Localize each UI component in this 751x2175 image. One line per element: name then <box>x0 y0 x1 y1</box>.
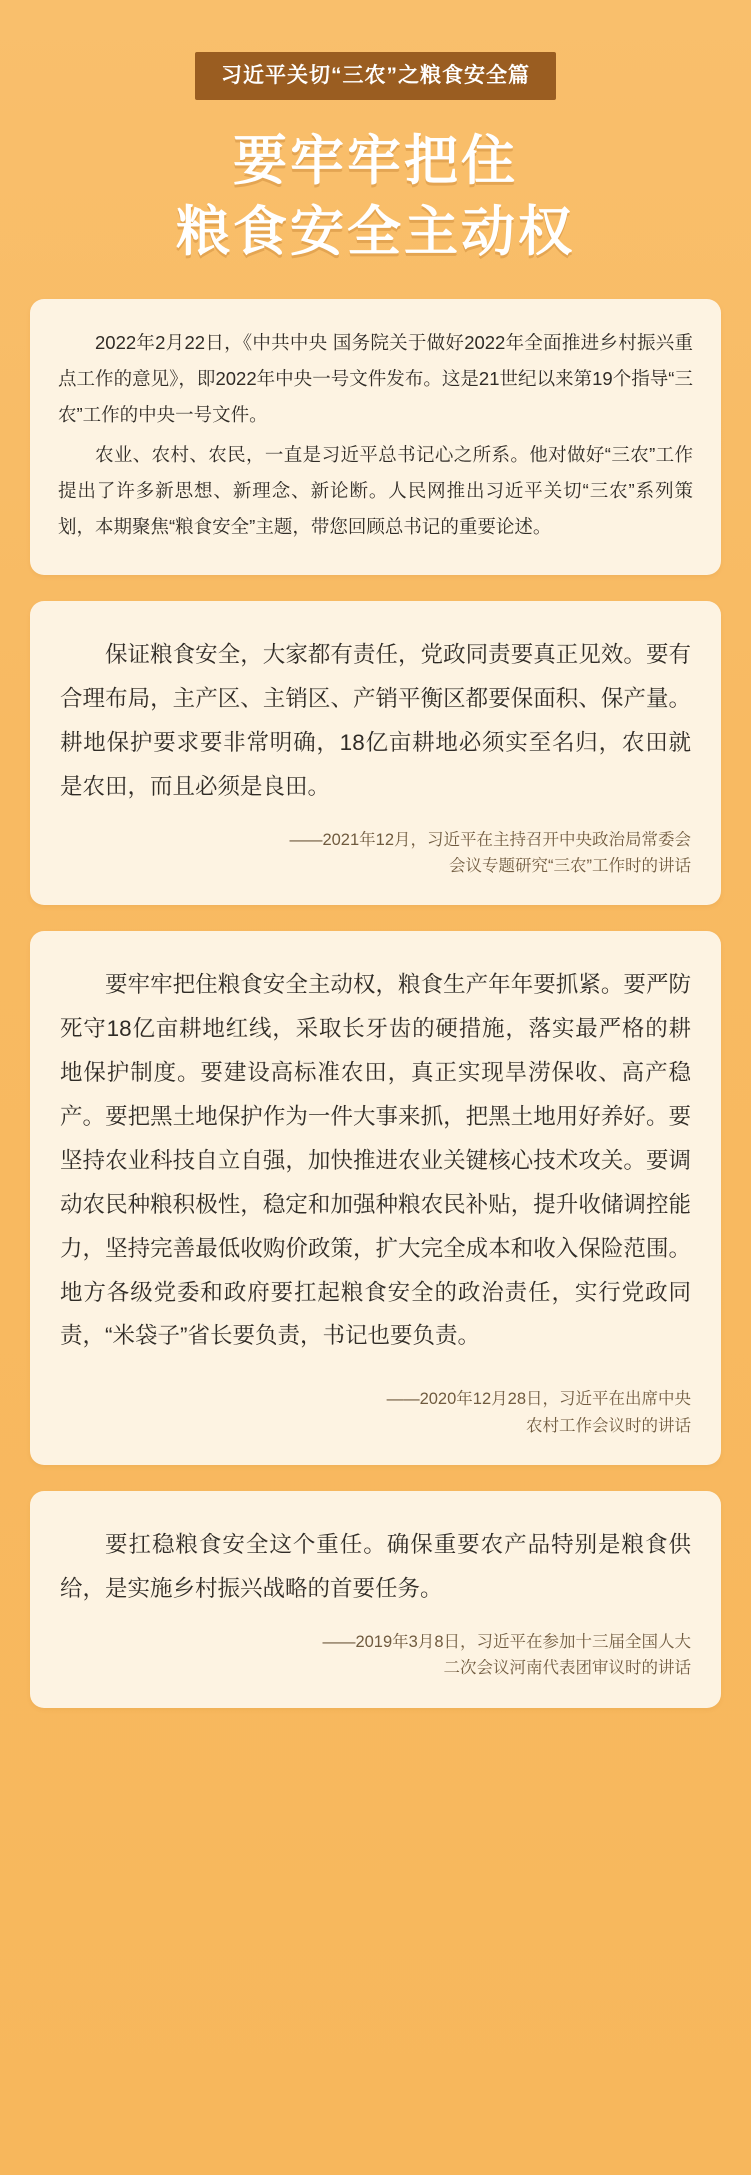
intro-paragraph-1: 2022年2月22日，《中共中央 国务院关于做好2022年全面推进乡村振兴重点工作的意见》，即2022年中央一号文件发布。这是21世纪以来第19个指导“三农”工作的中央一号文件。 <box>58 331 693 425</box>
quote-card-3 <box>30 1491 721 1708</box>
quote-source-line-1: ——2019年3月8日，习近平在参加十三届全国人大 <box>322 1632 691 1651</box>
banner-container <box>30 0 721 100</box>
quote-card-1 <box>30 601 721 905</box>
intro-card <box>30 299 721 575</box>
quote-source-line-2: 农村工作会议时的讲话 <box>526 1416 691 1435</box>
quote-source-line-2: 二次会议河南代表团审议时的讲话 <box>443 1659 691 1678</box>
intro-paragraph-2: 农业、农村、农民，一直是习近平总书记心之所系。他对做好“三农”工作提出了许多新思想、新理念、新论断。人民网推出习近平关切“三农”系列策划，本期聚焦“粮食安全”主题，带您回顾总书记的重要论述。 <box>58 443 693 538</box>
quote-source <box>60 1629 691 1682</box>
quote-source <box>60 1386 691 1439</box>
quote-text: 要扛稳粮食安全这个重任。确保重要农产品特别是粮食供给，是实施乡村振兴战略的首要任务。 <box>60 1532 691 1601</box>
series-banner: 习近平关切“三农”之粮食安全篇 <box>195 52 556 100</box>
page-title <box>30 126 721 269</box>
quote-text: 要牢牢把住粮食安全主动权，粮食生产年年要抓紧。要严防死守18亿亩耕地红线，采取长牙齿的硬措施，落实最严格的耕地保护制度。要建设高标准农田，真正实现旱涝保收、高产稳产。要把黑土地保护作为一件大事来抓，把黑土地用好养好。要坚持农业科技自立自强，加快推进农业关键核心技术攻关。要调动农民种粮积极性，稳定和加强种粮农民补贴，提升收储调控能力，坚持完善最低收购价政策，扩大完全成本和收入保险范围。地方各级党委和政府要扛起粮食安全的政治责任，实行党政同责，“米袋子”省长要负责，书记也要负责。 <box>60 972 691 1349</box>
quote-source-line-1: ——2021年12月，习近平在主持召开中央政治局常委会 <box>289 830 691 849</box>
quote-text: 保证粮食安全，大家都有责任，党政同责要真正见效。要有合理布局，主产区、主销区、产销平衡区都要保面积、保产量。耕地保护要求要非常明确，18亿亩耕地必须实至名归，农田就是农田，而且必须是良田。 <box>60 642 691 799</box>
quote-source-line-1: ——2020年12月28日，习近平在出席中央 <box>386 1390 691 1409</box>
page-title-line-2: 粮食安全主动权 <box>176 202 575 263</box>
page-title-line-1: 要牢牢把住 <box>233 131 518 192</box>
quote-source <box>60 827 691 880</box>
quote-card-2 <box>30 931 721 1465</box>
quote-source-line-2: 会议专题研究“三农”工作时的讲话 <box>449 856 691 875</box>
